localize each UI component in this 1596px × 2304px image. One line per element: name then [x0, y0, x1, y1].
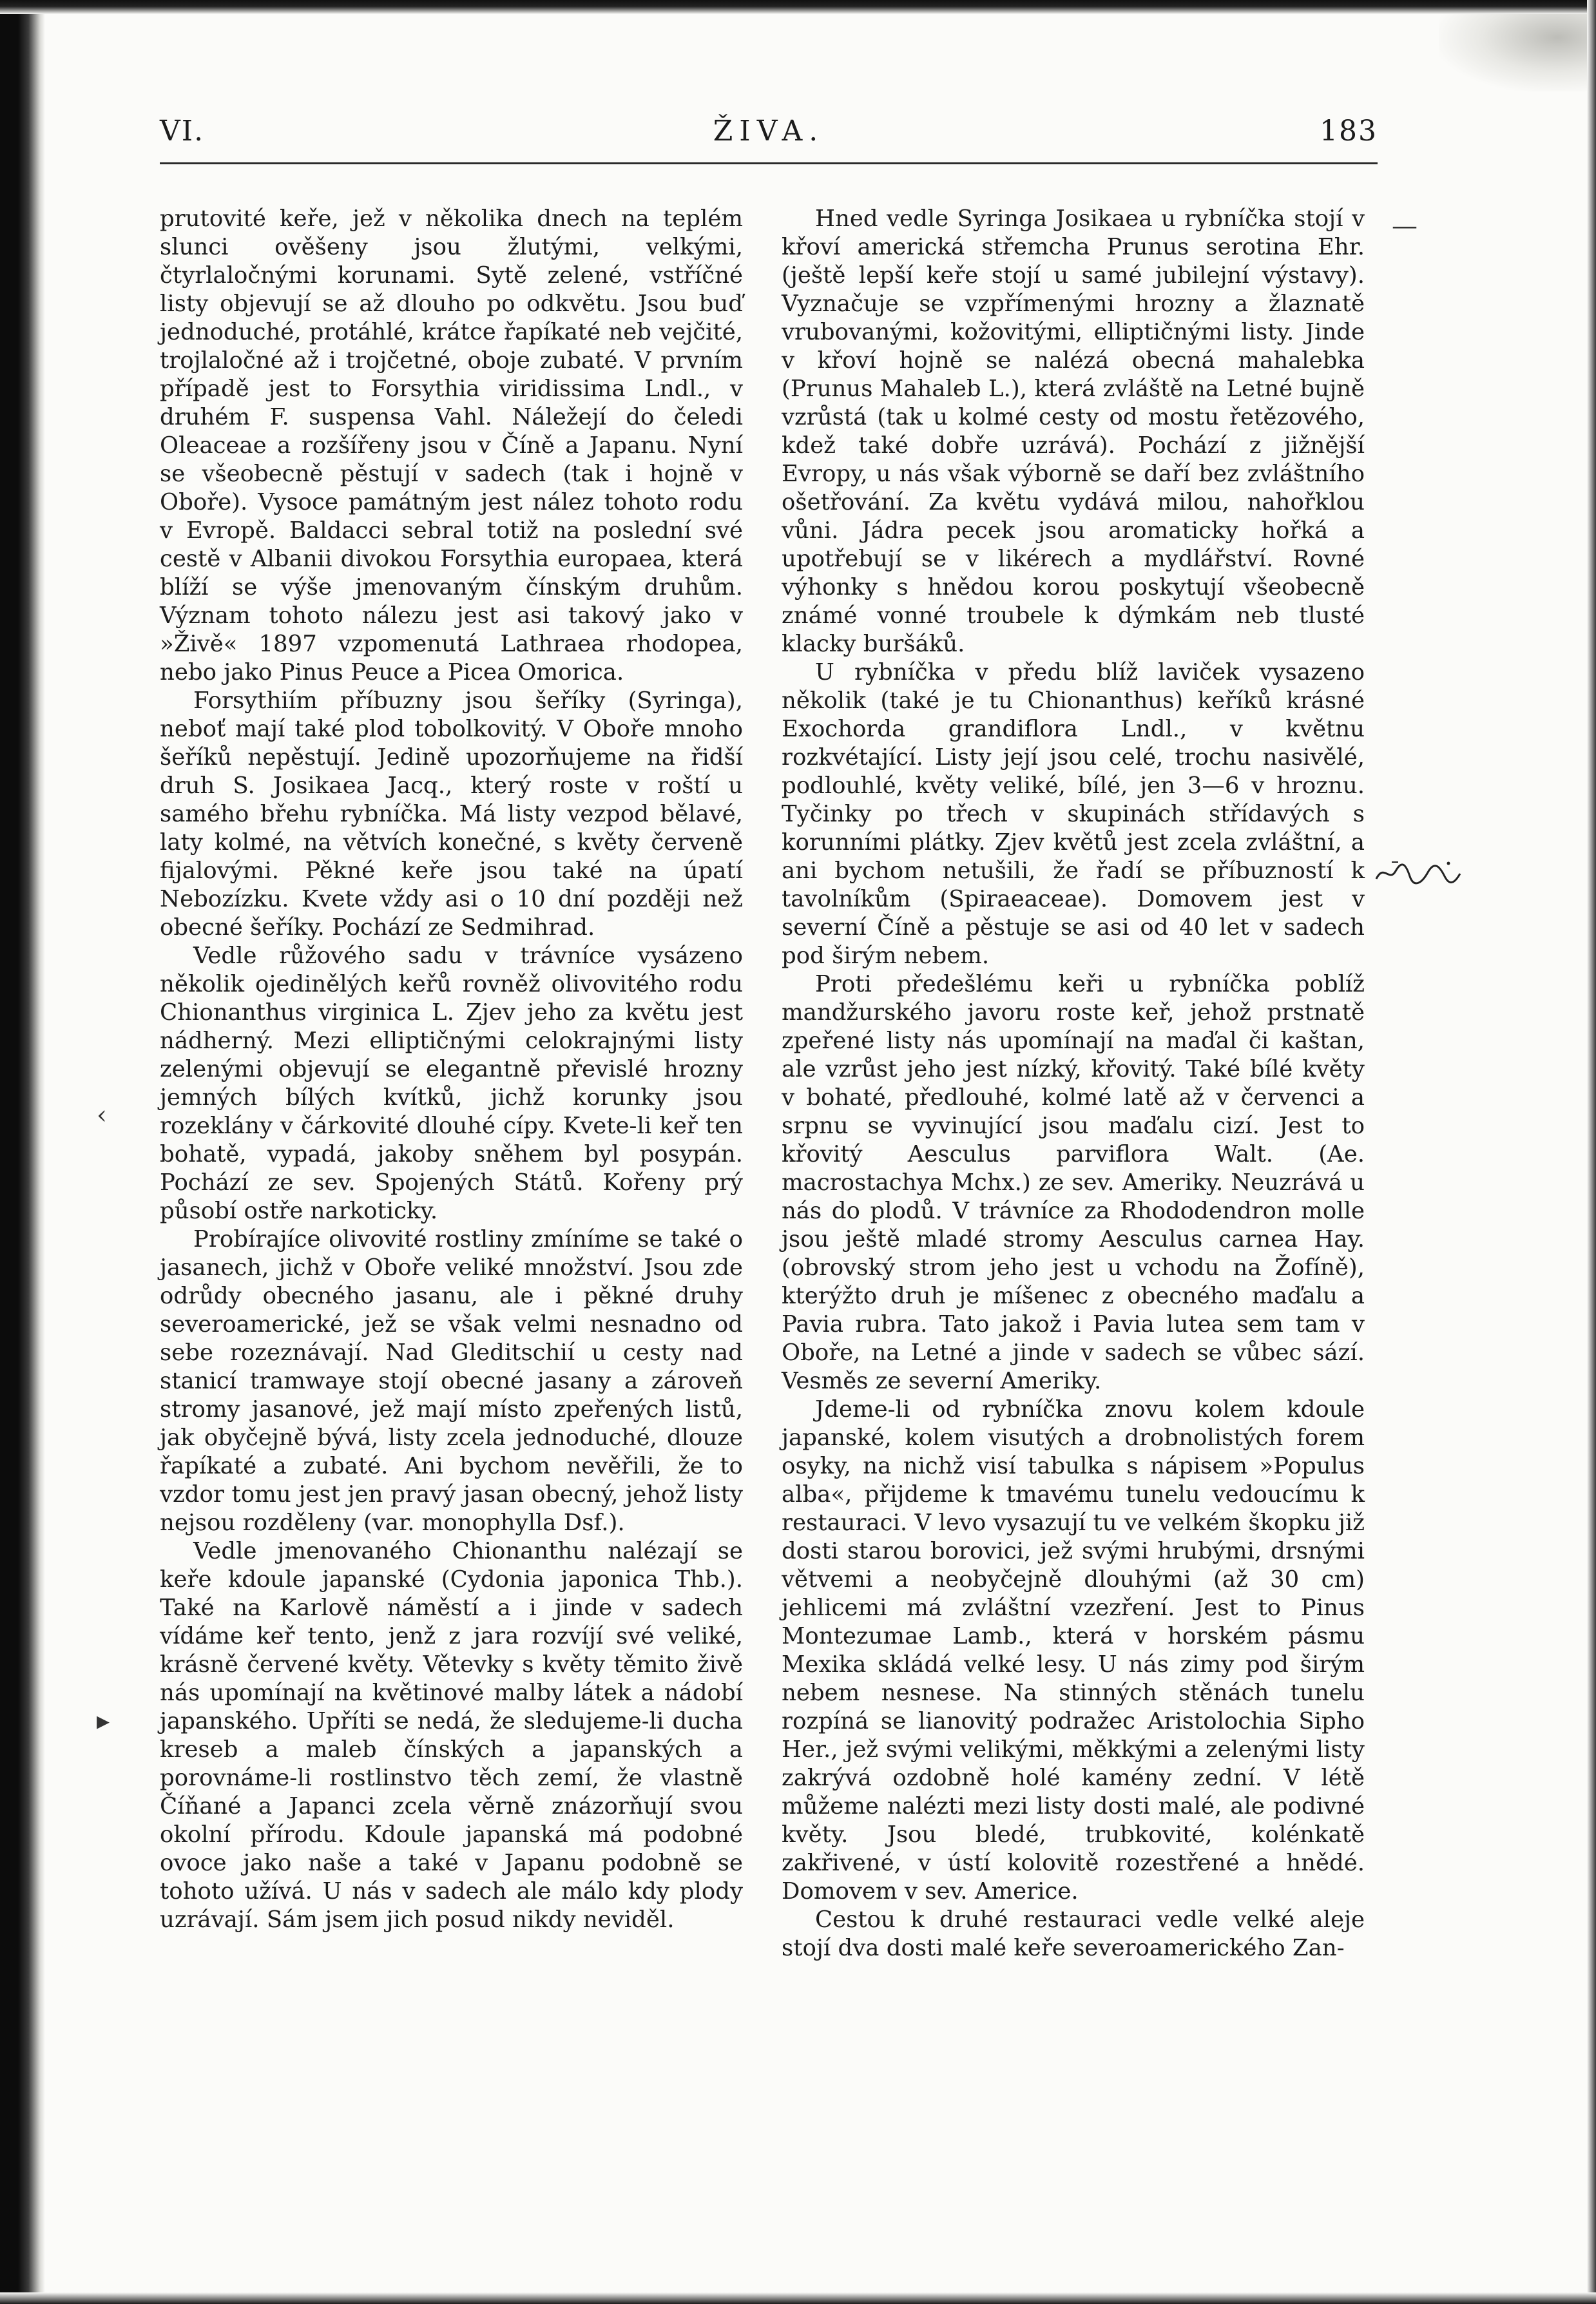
scan-border-left	[0, 0, 45, 2304]
paragraph: Jdeme-li od rybníčka znovu kolem kdoule japanské, kolem visutých a drobnolistých forem osyky, na nichž visí tabulka s nápisem »Populus alba«, přijdeme k tmavému tunelu vedoucímu k restauraci. V levo vysazují tu ve velkém škopku již dosti starou borovici, jež svými hrubými, drsnými větvemi a neobyčejně dlouhými (až 30 cm) jehlicemi má zvláštní vzezření. Jest to Pinus Montezumae Lamb., která v horském pásmu Mexika skládá velké lesy. U nás zimy pod širým nebem nesnese. Na stinných stěnách tunelu rozpíná se lianovitý podražec Aristolochia Sipho Her., jež svými velikými, měkkými a zelenými listy zakrývá ozdobně holé kamény zední. V létě můžeme nalézti mezi listy dosti malé, ale podivné květy. Jsou bledé, trubkovité, kolénkatě zakřivené, v ústí kolovitě rozestřené a hnědé. Domovem v sev. Americe.	[782, 1396, 1365, 1905]
paragraph: Hned vedle Syringa Josikaea u rybníčka stojí v křoví americká střemcha Prunus serotina Ehr. (ještě lepší keře stojí u samé jubilejní výstavy). Vyznačuje se vzpřímenými hrozny a žlaznatě vrubovanými, kožovitými, elliptičnými listy. Jinde v křoví hojně se nalézá obecná mahalebka (Prunus Mahaleb L.), která zvláště na Letné bujně vzrůstá (tak u kolmé cesty od mostu řetězového, kdež také dobře uzrává). Pochází z jižnější Evropy, u nás však výborně se daří bez zvláštního ošetřování. Za květu vydává milou, nahořklou vůni. Jádra pecek jsou aromaticky hořká a upotřebují se v likérech a mydlářství. Rovné výhonky s hnědou korou poskytují všeobecně známé vonné troubele k dýmkám neb tlusté klacky buršáků.	[782, 206, 1365, 657]
paragraph: Forsythiím příbuzny jsou šeříky (Syringa), neboť mají také plod tobolkovitý. V Oboře mnoho šeříků nepěstují. Jedině upozorňujeme na řidší druh S. Josikaea Jacq., který roste v roští u samého břehu rybníčka. Má listy vezpod bělavé, laty kolmé, na větvích konečné, s květy červeně fijalovými. Pěkné keře jsou také na úpatí Nebozízku. Kvete vždy asi o 10 dní později než obecné šeříky. Pochází ze Sedmihrad.	[160, 687, 743, 941]
header-rule	[160, 162, 1378, 164]
page-number: 183	[1320, 115, 1378, 148]
corner-smudge	[1439, 14, 1587, 91]
margin-triangle-mark: ▸	[97, 1706, 110, 1736]
handwritten-correction	[1372, 857, 1463, 896]
paragraph: Proti předešlému keři u rybníčka poblíž mandžurského javoru roste keř, jehož prstnatě zpeřené listy nás upomínají na maďal či kaštan, ale vzrůst jeho jest nízký, křovitý. Také bílé květy v bohaté, předlouhé, kolmé latě až v červenci a srpnu se vyvinující jsou maďalu cizí. Jest to křovitý Aesculus parviflora Walt. (Ae. macrostachya Mchx.) ze sev. Ameriky. Neuzrává u nás do plodů. V trávníce za Rhododendron molle jsou ještě mladé stromy Aesculus carnea Hay. (obrovský strom jeho jest u vchodu na Žofíně), kterýžto druh je míšenec z obecného maďalu a Pavia rubra. Tato jakož i Pavia lutea sem tam v Oboře, na Letné a jinde v sadech se vůbec sází. Vesměs ze severní Ameriky.	[782, 971, 1365, 1394]
paragraph: Vedle růžového sadu v trávníce vysázeno několik ojedinělých keřů rovněž olivovitého rodu Chionanthus virginica L. Zjev jeho za květu jest nádherný. Mezi elliptičnými celokrajnými listy zelenými objevují se elegantně převislé hrozny jemných bílých kvítků, jichž korunky jsou rozeklány v čárkovité dlouhé cípy. Kvete-li keř ten bohatě, vypadá, jakoby sněhem byl posypán. Pochází ze sev. Spojených Států. Kořeny prý působí ostře narkoticky.	[160, 943, 743, 1224]
paragraph: Probírajíce olivovité rostliny zmíníme se také o jasanech, jichž v Oboře veliké množství. Jsou zde odrůdy obecného jasanu, ale i pěkné druhy severoamerické, jež se však velmi nesnadno od sebe rozeznávají. Nad Gleditschií u cesty nad stanicí tramwaye stojí obecné jasany a zároveň stromy jasanové, jež mají místo zpeřených listů, jak obyčejně bývá, listy zcela jednoduché, dlouze řapíkaté a zubaté. Ani bychom nevěřili, že to vzdor tomu jest jen pravý jasan obecný, jehož listy nejsou rozděleny (var. monophylla Dsf.).	[160, 1226, 743, 1536]
paragraph: prutovité keře, jež v několika dnech na teplém slunci ověšeny jsou žlutými, velkými, čtyrlaločnými korunami. Sytě zelené, vstříčné listy objevují se až dlouho po odkvětu. Jsou buď jednoduché, protáhlé, krátce řapíkaté neb vejčité, trojlaločné až i trojčetné, oboje zubaté. V prvním případě jest to Forsythia viridissima Lndl., v druhém F. suspensa Vahl. Náležejí do čeledi Oleaceae a rozšířeny jsou v Číně a Japanu. Nyní se všeobecně pěstují v sadech (tak i hojně v Oboře). Vysoce památným jest nález tohoto rodu v Evropě. Baldacci sebral totiž na poslední své cestě v Albanii divokou Forsythia europaea, která blíží se výše jmenovaným čínským druhům. Význam tohoto nálezu jest asi takový jako v »Živě« 1897 vzpomenutá Lathraea rhodopea, nebo jako Pinus Peuce a Picea Omorica.	[160, 206, 743, 686]
journal-title: ŽIVA.	[713, 115, 825, 148]
running-header	[160, 115, 1378, 153]
volume-number: VI.	[160, 115, 205, 148]
paragraph: Vedle jmenovaného Chionanthu nalézají se keře kdoule japanské (Cydonia japonica Thb.). Také na Karlově náměstí a i jinde v sadech vídáme keř tento, jenž z jara rozvíjí své veliké, krásně červené květy. Větevky s květy těmito živě nás upomínají na květinové malby látek a nádobí japanského. Upříti se nedá, že sledujeme-li ducha kreseb a maleb čínských a japanských a porovnáme-li rostlinstvo těch zemí, že vlastně Číňané a Japanci zcela věrně znázorňují svou okolní přírodu. Kdoule japanská má podobné ovoce jako naše a také v Japanu podobně se tohoto užívá. U nás v sadech ale málo kdy plody uzrávají. Sám jsem jich posud nikdy neviděl.	[160, 1538, 743, 1933]
margin-dash-mark: —	[1392, 211, 1418, 241]
right-column	[782, 205, 1365, 1963]
margin-arrow-mark: ‹	[97, 1100, 107, 1130]
left-column	[160, 205, 743, 1934]
paragraph: Cestou k druhé restauraci vedle velké aleje stojí dva dosti malé keře severoamerického Zan-	[782, 1906, 1365, 1961]
scan-border-right	[1587, 0, 1596, 2304]
scan-border-top	[0, 0, 1596, 14]
paragraph: U rybníčka v předu blíž laviček vysazeno několik (také je tu Chionanthus) keříků krásné Exochorda grandiflora Lndl., v květnu rozkvétající. Listy její jsou celé, trochu nasivělé, podlouhlé, květy veliké, bílé, jen 3—6 v hroznu. Tyčinky po třech v skupinách střídavých s korunními plátky. Zjev květů jest zcela zvláštní, a ani bychom netušili, že řadí se příbuzností k tavolníkům (Spiraeaceae). Domovem jest v severní Číně a pěstuje se asi od 40 let v sadech pod širým nebem.	[782, 659, 1365, 969]
handwriting-scribble	[1372, 857, 1463, 896]
scan-border-bottom	[0, 2292, 1596, 2304]
